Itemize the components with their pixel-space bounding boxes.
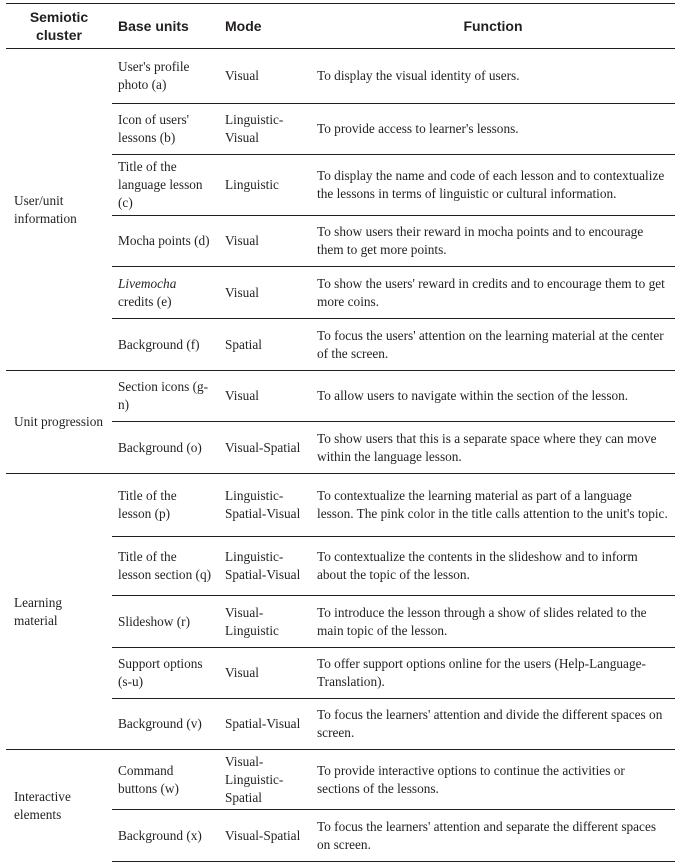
function-cell: To introduce the lesson through a show of slides related to the main topic of the lesson. [311,596,675,648]
base-unit-text: Section icons (g-n) [118,379,209,412]
mode-cell: Visual [219,49,311,104]
mode-cell: Linguistic-Visual [219,104,311,155]
mode-cell: Linguistic [219,155,311,216]
header-base-units: Base units [112,4,219,49]
base-unit [112,49,219,104]
table-row [6,49,675,104]
base-unit-text: Title of the lesson (p) [118,488,177,521]
mode-cell: Visual [219,267,311,319]
mode-cell: Visual [219,371,311,422]
header-mode: Mode [219,4,311,49]
function-cell: To contextualize the contents in the slideshow and to inform about the topic of the lesson. [311,537,675,596]
mode-cell: Linguistic-Spatial-Visual [219,537,311,596]
base-unit [112,750,219,810]
mode-cell: Visual [219,648,311,699]
mode-cell: Linguistic-Spatial-Visual [219,474,311,537]
base-unit [112,216,219,267]
base-unit-text: Support options (s-u) [118,656,203,689]
function-cell: To contextualize the learning material as part of a language lesson. The pink color in the title calls attention to the unit's topic. [311,474,675,537]
table-row [6,750,675,810]
function-cell: To show users their reward in mocha points and to encourage them to get more points. [311,216,675,267]
header-cluster: Semiotic cluster [6,4,112,49]
mode-cell: Spatial [219,319,311,371]
cluster-name: Unit progression [6,371,112,474]
base-unit [112,596,219,648]
mode-cell: Visual-Spatial [219,810,311,862]
function-cell: To focus the learners' attention and divide the different spaces on screen. [311,699,675,750]
header-row [6,4,675,49]
base-unit-text: Command buttons (w) [118,762,179,796]
function-cell: To focus the learners' attention and separate the different spaces on screen. [311,810,675,862]
base-unit [112,810,219,862]
mode-cell: Visual-Linguistic [219,596,311,648]
base-unit [112,155,219,216]
function-cell: To offer support options online for the users (Help-Language-Translation). [311,648,675,699]
base-unit [112,699,219,750]
base-unit [112,319,219,371]
base-unit [112,422,219,474]
base-unit [112,371,219,422]
mode-cell: Visual [219,216,311,267]
base-unit [112,267,219,319]
function-cell: To allow users to navigate within the section of the lesson. [311,371,675,422]
semiotic-table [6,3,675,862]
function-cell: To show the users' reward in credits and to encourage them to get more coins. [311,267,675,319]
base-unit-text: Background (f) [118,336,200,352]
mode-cell: Visual-Spatial [219,422,311,474]
base-unit [112,648,219,699]
base-unit-text: Background (o) [118,439,202,455]
base-unit-text: User's profile photo (a) [118,59,190,92]
function-cell: To show users that this is a separate space where they can move within the language lesson. [311,422,675,474]
table-row [6,371,675,422]
base-unit [112,537,219,596]
cluster-name: User/unit information [6,49,112,371]
base-unit-text: Background (x) [118,827,202,843]
base-unit-text: Title of the lesson section (q) [118,549,212,582]
table-row [6,474,675,537]
mode-cell: Spatial-Visual [219,699,311,750]
header-function: Function [311,4,675,49]
function-cell: To provide access to learner's lessons. [311,104,675,155]
base-unit [112,474,219,537]
base-unit-text: Mocha points (d) [118,233,210,248]
mode-cell: Visual-Linguistic-Spatial [219,750,311,810]
base-unit-italic: Livemocha [118,275,177,291]
base-unit-text: Slideshow (r) [118,613,191,629]
function-cell: To focus the users' attention on the learning material at the center of the screen. [311,319,675,371]
cluster-name: Interactive elements [6,750,112,862]
base-unit [112,104,219,155]
base-unit-text: Title of the language lesson (c) [118,159,203,210]
base-unit-text: credits (e) [118,293,172,309]
cluster-name: Learning material [6,474,112,750]
function-cell: To display the name and code of each lesson and to contextualize the lessons in terms of linguistic or cultural information. [311,155,675,216]
function-cell: To display the visual identity of users. [311,49,675,104]
base-unit-text: Icon of users' lessons (b) [118,112,190,145]
function-cell: To provide interactive options to continue the activities or sections of the lessons. [311,750,675,810]
base-unit-text: Background (v) [118,716,202,731]
